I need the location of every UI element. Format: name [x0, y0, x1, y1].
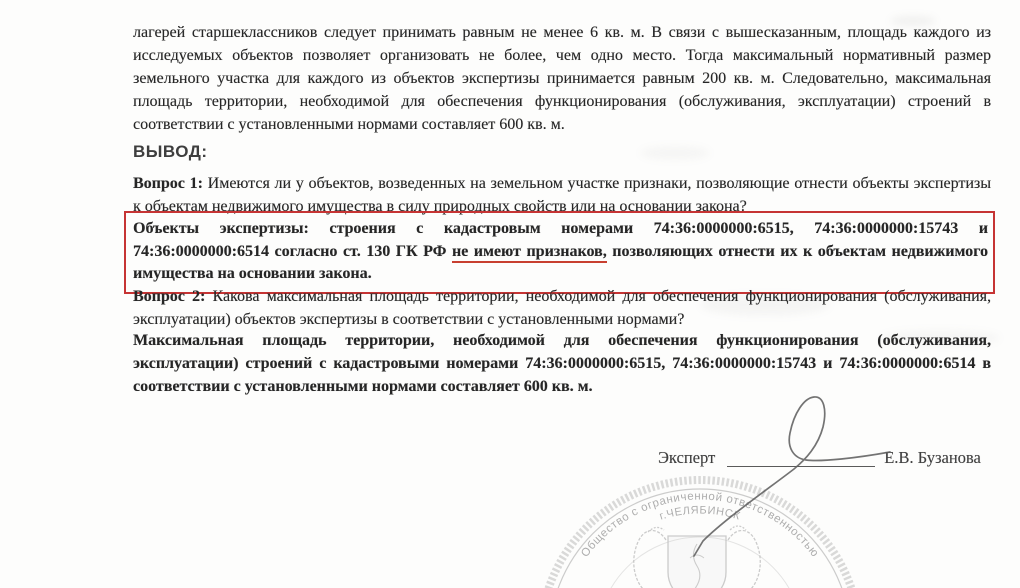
signature-stroke: [555, 388, 900, 588]
highlight-box: [124, 211, 995, 294]
stamp-company-text: Общество с ограниченной ответственностью: [579, 490, 821, 560]
conclusion-heading: ВЫВОД:: [133, 142, 208, 161]
answer-2-paragraph: Максимальная площадь территории, необходимой для обеспечения функционирования (обслуживания, эксплуатации) строений с кадастровыми номерами 74:36:0000000:6515, 74:36:0000000:15743 и 74:36:0000000:6514 в соответствии с установленными нормами составляет 600 кв. м.: [133, 332, 991, 395]
question-2-text: Какова максимальная площадь территории, необходимой для обеспечения функционирования (обслуживания, эксплуатации) объектов экспертизы в соответствии с установленными нормами?: [133, 288, 992, 328]
answer-1-paragraph: [133, 218, 988, 286]
answer-1-text-before: Объекты экспертизы: строения с кадастровым номерами 74:36:0000000:6515, 74:36:0000000:15743 и 74:36:0000000:6514 согласно ст. 130 ГК РФ: [133, 220, 988, 260]
answer-1-underlined-phrase: не имеют признаков,: [452, 243, 607, 263]
expert-role-label: Эксперт: [658, 448, 716, 467]
intro-paragraph: лагерей старшеклассников следует принимать равным не менее 6 кв. м. В связи с вышесказанным, площадь каждого из исследуемых объектов позволяет организовать не более, чем одно место. Тогда максимальный нормативный размер земельного участка для каждого из объектов экспертизы принимается равным 200 кв. м. Следовательно, максимальная площадь территории, необходимой для обеспечения функционирования (обслуживания, эксплуатации) строений в соответствии с установленными нормами составляет 600 кв. м.: [133, 24, 991, 133]
question-1-label: Вопрос 1:: [133, 175, 203, 192]
expert-name: Е.В. Бузанова: [884, 448, 981, 467]
answer-1-text-after: позволяющих отнести их к объектам недвижимого имущества на основании закона.: [133, 242, 988, 282]
question-1-text: Имеются ли у объектов, возведенных на земельном участке признаки, позволяющие отнести объекты экспертизы к объектам недвижимого имущества в силу природных свойств или на основании закона?: [133, 175, 992, 215]
question-2-label: Вопрос 2:: [133, 288, 206, 305]
stamp-city-text: г.ЧЕЛЯБИНСК: [658, 504, 742, 523]
scan-smudge: [640, 146, 710, 160]
question-2-paragraph: [133, 285, 991, 331]
